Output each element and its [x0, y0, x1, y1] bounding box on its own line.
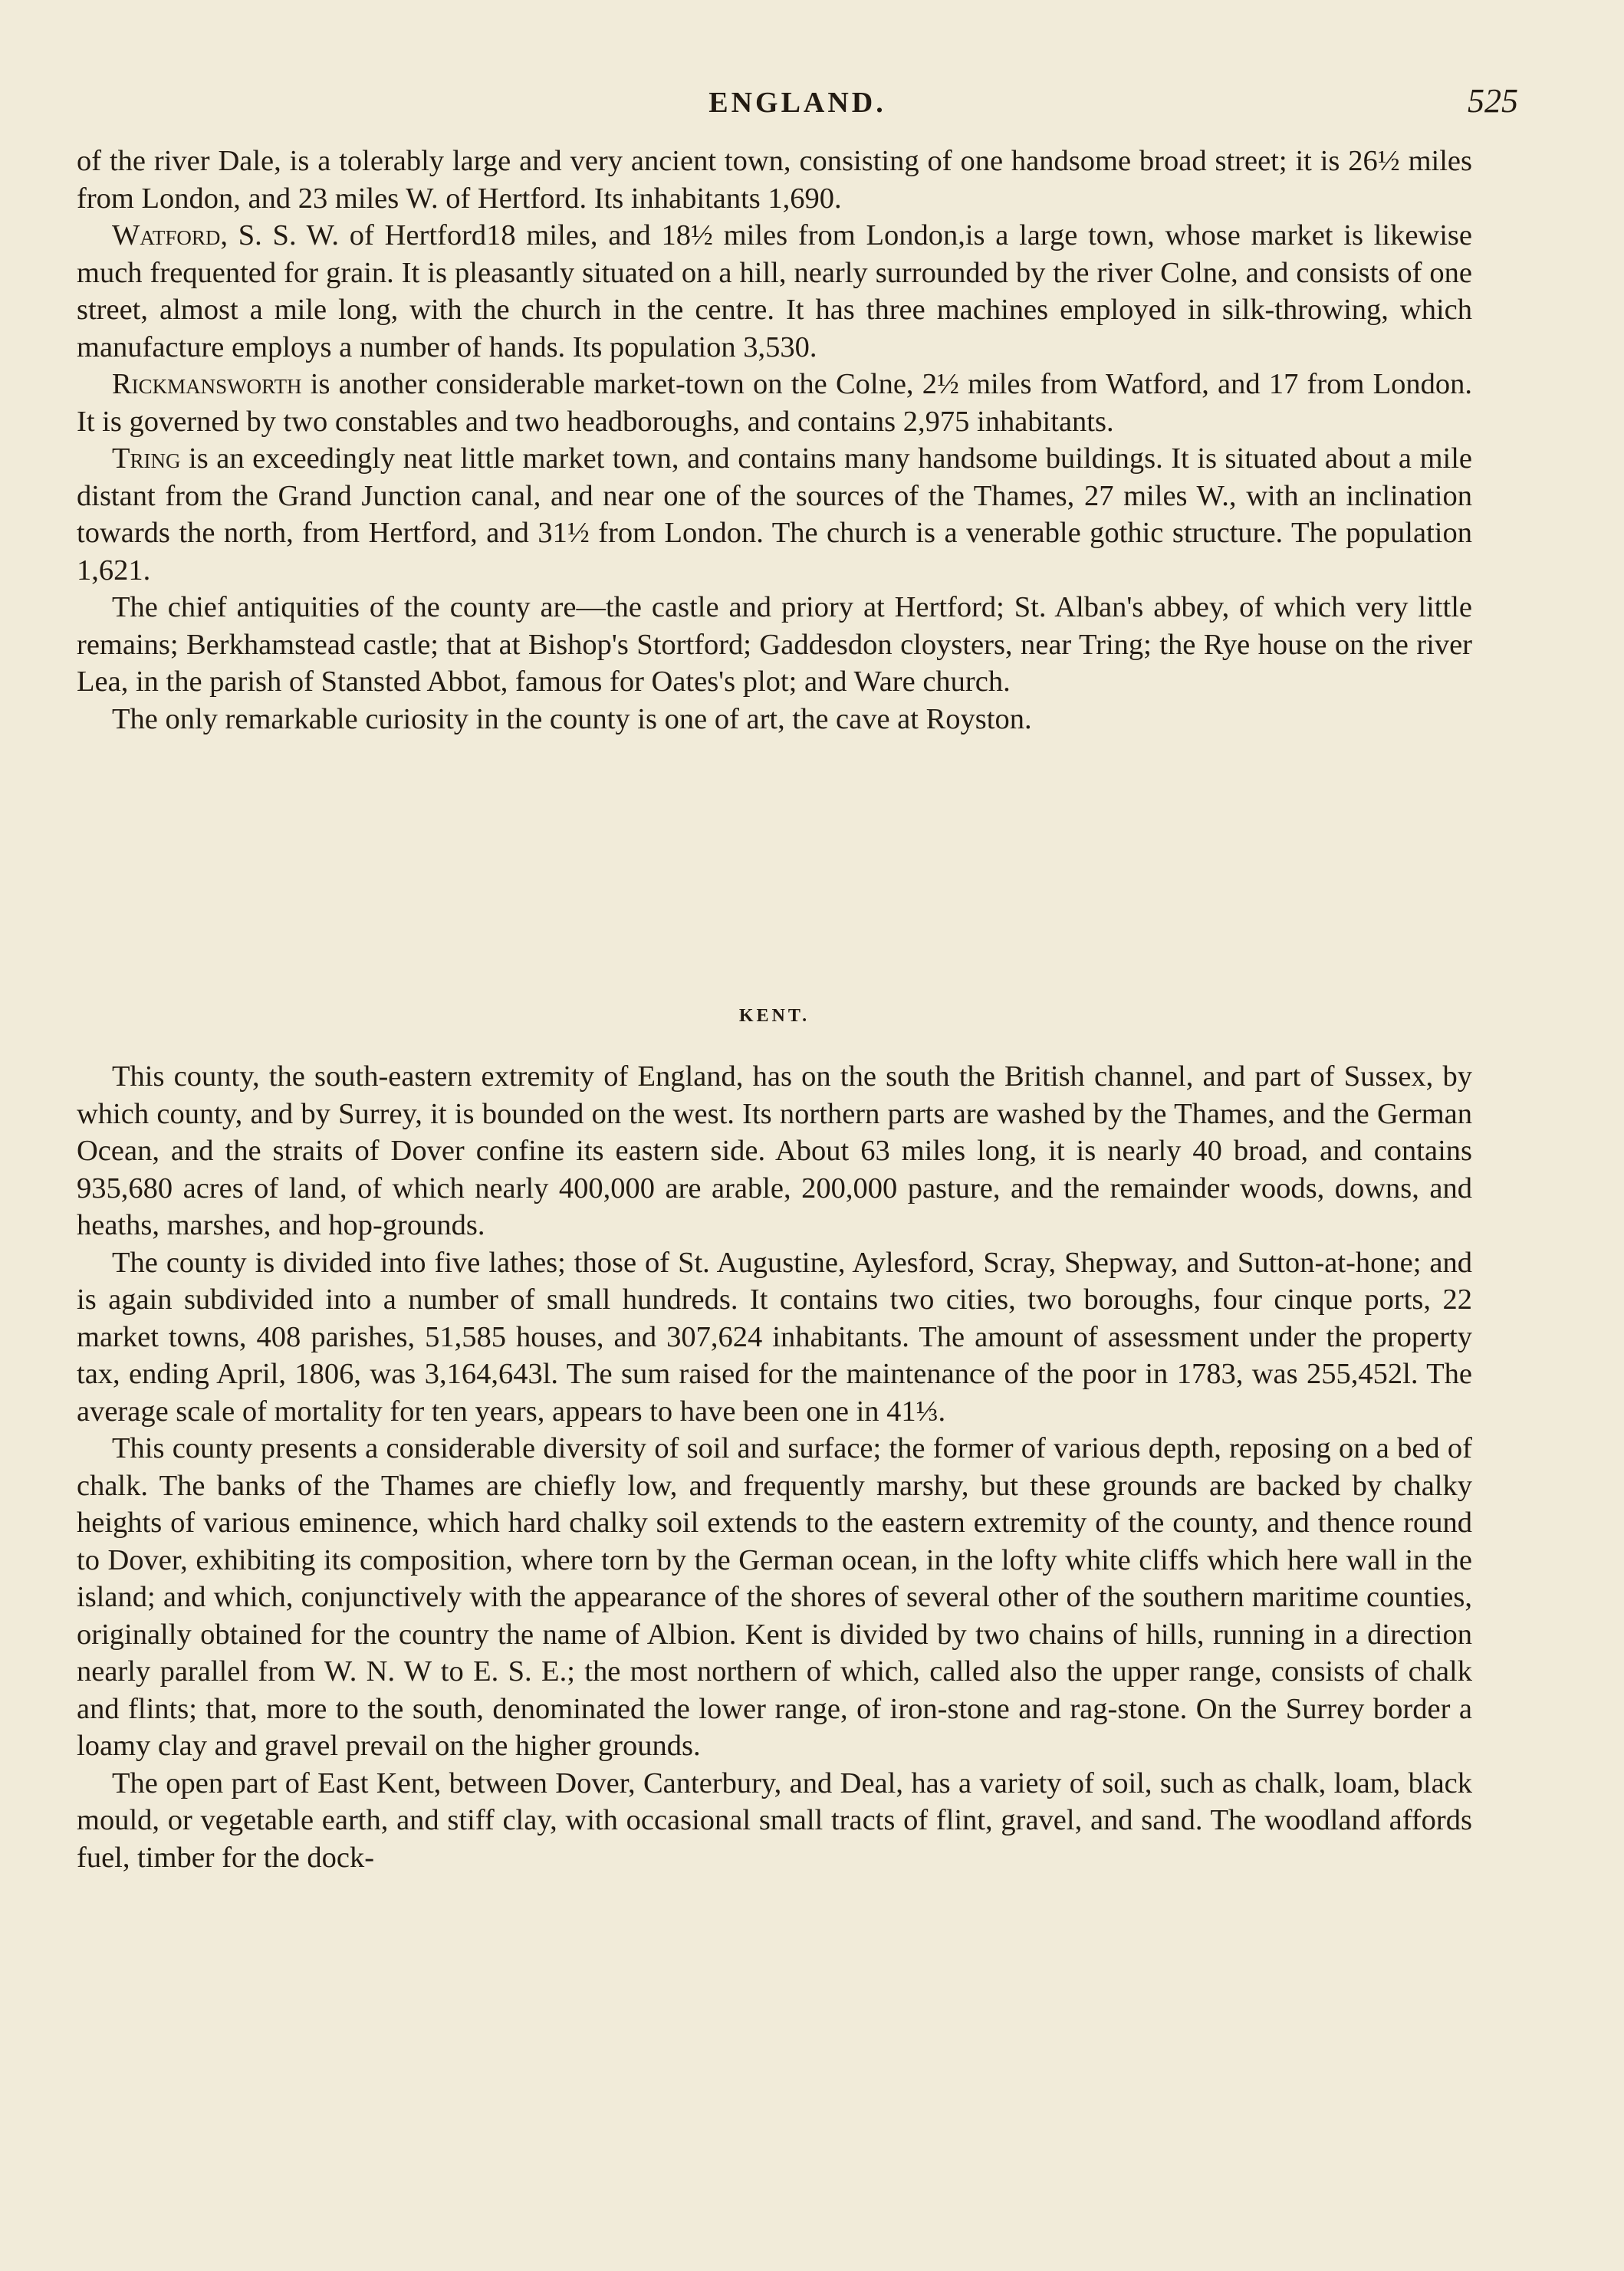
- paragraph: [77, 1430, 1472, 1765]
- paragraph-text: is another considerable market-town on the Colne, 2½ miles from Watford, and 17 from London. It is governed by two constables and two headboroughs, and contains 2,975 inhabitants.: [77, 368, 1472, 438]
- paragraph-text: This county presents a considerable diversity of soil and surface; the former of various depth, reposing on a bed of chalk. The banks of the Thames are chiefly low, and frequently marshy, but these grounds are backed by chalky heights of various eminence, which hard chalky soil extends to the eastern extremity of the county, and thence round to Dover, exhibiting its composition, where torn by the German ocean, in the lofty white cliffs which here wall in the island; and which, conjunctively with the appearance of the shores of several other of the southern maritime counties, originally obtained for the country the name of Albion. Kent is divided by two chains of hills, running in a direction nearly parallel from W. N. W to E. S. E.; the most northern of which, called also the upper range, consists of chalk and flints; that, more to the south, denominated the lower range, of iron-stone and rag-stone. On the Surrey border a loamy clay and gravel prevail on the higher grounds.: [77, 1432, 1472, 1762]
- paragraph-antiquities: [77, 589, 1472, 701]
- paragraph-tring: [77, 440, 1472, 589]
- paragraph: [77, 1244, 1472, 1431]
- paragraph: [77, 1058, 1472, 1244]
- paragraph-text: The only remarkable curiosity in the county is one of art, the cave at Royston.: [112, 702, 1032, 735]
- hertfordshire-section: [77, 143, 1472, 738]
- paragraph-text: of the river Dale, is a tolerably large and very ancient town, consisting of one handsome broad street; it is 26½ miles from London, and 23 miles W. of Hertford. Its inhabitants 1,690.: [77, 145, 1472, 215]
- paragraph-text: The chief antiquities of the county are—the castle and priory at Hertford; St. Alban's abbey, of which very little remains; Berkhamstead castle; that at Bishop's Stortford; Gaddesdon cloysters, near Tring; the Rye house on the river Lea, in the parish of Stansted Abbot, famous for Oates's plot; and Ware church.: [77, 591, 1472, 698]
- page-number: 525: [1468, 82, 1518, 120]
- paragraph-text: This county, the south-eastern extremity of England, has on the south the British channel, and part of Sussex, by which county, and by Surrey, it is bounded on the west. Its northern parts are washed by the Thames, and the German Ocean, and the straits of Dover confine its eastern side. About 63 miles long, it is nearly 40 broad, and contains 935,680 acres of land, of which nearly 400,000 are arable, 200,000 pasture, and the remainder woods, downs, and heaths, marshes, and hop-grounds.: [77, 1060, 1472, 1241]
- running-title: ENGLAND.: [708, 87, 886, 119]
- section-heading-kent: KENT.: [738, 1006, 810, 1026]
- paragraph-text: The county is divided into five lathes; those of St. Augustine, Aylesford, Scray, Shepway, and Sutton-at-hone; and is again subdivided into a number of small hundreds. It contains two cities, two boroughs, four cinque ports, 22 market towns, 408 parishes, 51,585 houses, and 307,624 inhabitants. The amount of assessment under the property tax, ending April, 1806, was 3,164,643l. The sum raised for the maintenance of the poor in 1783, was 255,452l. The average scale of mortality for ten years, appears to have been one in 41⅓.: [77, 1246, 1472, 1428]
- paragraph: [77, 143, 1472, 217]
- paragraph-text: is an exceedingly neat little market town, and contains many handsome buildings. It is situated about a mile distant from the Grand Junction canal, and near one of the sources of the Thames, 27 miles W., with an inclination towards the north, from Hertford, and 31½ from London. The church is a venerable gothic structure. The population 1,621.: [77, 442, 1472, 587]
- place-name: Rickmansworth: [112, 368, 302, 400]
- running-head: [77, 82, 1518, 132]
- paragraph: [77, 1765, 1472, 1877]
- paragraph-watford: [77, 217, 1472, 366]
- place-name: Tring: [112, 442, 181, 475]
- kent-section: [77, 1058, 1472, 1876]
- paragraph-rickmansworth: [77, 366, 1472, 440]
- paragraph-curiosity: [77, 701, 1472, 738]
- paragraph-text: , S. S. W. of Hertford18 miles, and 18½ miles from London,is a large town, whose market is likewise much frequented for grain. It is pleasantly situated on a hill, nearly surrounded by the river Colne, and consists of one street, almost a mile long, with the church in the centre. It has three machines employed in silk-throwing, which manufacture employs a number of hands. Its population 3,530.: [77, 219, 1472, 363]
- place-name: Watford: [112, 219, 221, 251]
- paragraph-text: The open part of East Kent, between Dover, Canterbury, and Deal, has a variety of soil, such as chalk, loam, black mould, or vegetable earth, and stiff clay, with occasional small tracts of flint, gravel, and sand. The woodland affords fuel, timber for the dock-: [77, 1767, 1472, 1874]
